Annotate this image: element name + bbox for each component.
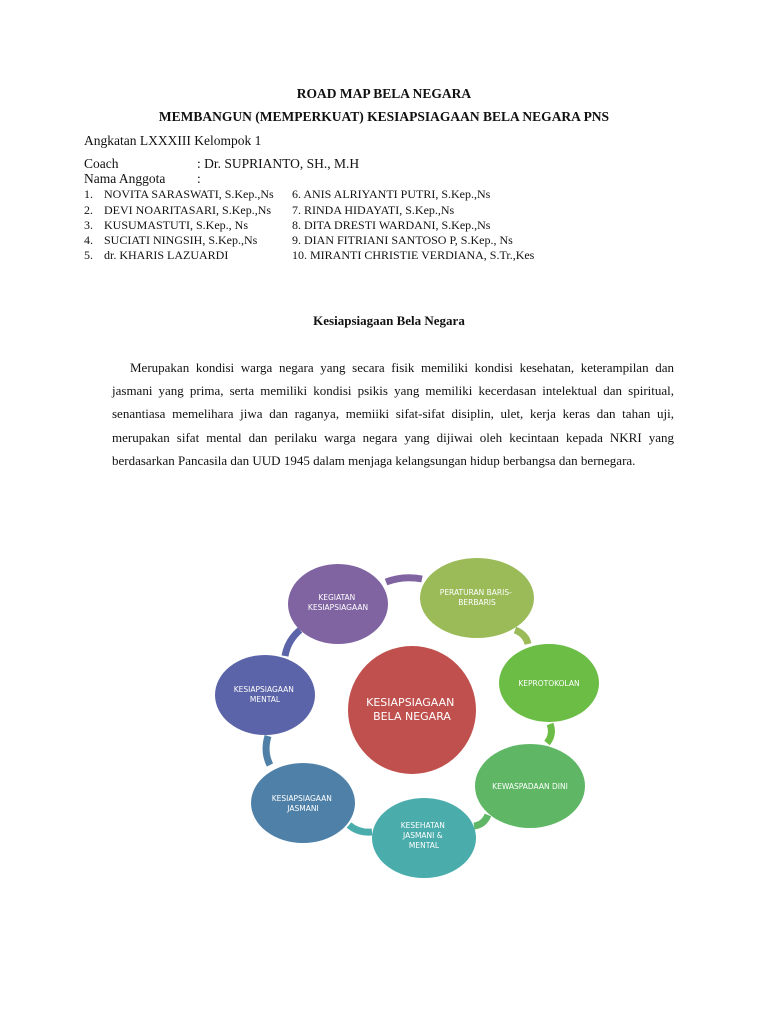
node-label-line: JASMANI &	[402, 831, 443, 840]
document-subtitle: MEMBANGUN (MEMPERKUAT) KESIAPSIAGAAN BELA NEGARA PNS	[158, 109, 610, 124]
node-label-line: KESEHATAN	[400, 821, 445, 830]
anggota-colon: :	[197, 171, 201, 186]
connector-arc	[474, 815, 488, 826]
node-kegiatan-kesiapsiagaan	[288, 564, 388, 644]
node-label	[518, 679, 579, 688]
member-number: 4.	[84, 233, 93, 247]
member-name: NOVITA SARASWATI, S.Kep.,Ns	[104, 187, 274, 201]
member-name: DEVI NOARITASARI, S.Kep.,Ns	[104, 203, 272, 217]
node-label-line: BERBARIS	[458, 598, 496, 607]
node-label-line: KESIAPSIAGAAN	[233, 685, 294, 694]
document-title: ROAD MAP BELA NEGARA	[296, 86, 472, 101]
center-label	[366, 696, 458, 723]
connector-arc	[349, 825, 372, 832]
node-label-line: KESIAPSIAGAAN	[307, 603, 369, 612]
node-kewaspadaan-dini	[475, 744, 585, 828]
member-entry: 10. MIRANTI CHRISTIE VERDIANA, S.Tr.,Kes	[292, 248, 535, 262]
member-name: SUCIATI NINGSIH, S.Kep.,Ns	[104, 233, 258, 247]
connector-arc	[285, 630, 300, 656]
center-node	[348, 646, 476, 774]
member-entry: 9. DIAN FITRIANI SANTOSO P, S.Kep., Ns	[292, 233, 513, 247]
center-label-line: KESIAPSIAGAAN	[366, 696, 455, 709]
node-label-line: KESIAPSIAGAAN	[271, 794, 332, 803]
member-number: 3.	[84, 218, 93, 232]
section-heading: Kesiapsiagaan Bela Negara	[313, 313, 465, 328]
connector-arc	[266, 736, 270, 765]
node-label-line: KEGIATAN	[318, 593, 356, 602]
member-entry: 8. DITA DRESTI WARDANI, S.Kep.,Ns	[292, 218, 491, 232]
node-label-line: PERATURAN BARIS-	[439, 588, 512, 597]
member-number: 2.	[84, 203, 93, 217]
body-paragraph: Merupakan kondisi warga negara yang secara fisik memiliki kondisi kesehatan, keterampilan dan jasmani yang prima, serta memiliki kondisi psikis yang memiliki kecerdasan intelektual dan spiritual, senantiasa memelihara jiwa dan raganya, memiiki sifat-sifat disiplin, ulet, kerja keras dan tahan uji, merupakan sifat mental dan perilaku warga negara yang dijiwai oleh kecintaan kepada NKRI yang berdasarkan Pancasila dan UUD 1945 dalam menjaga kelangsungan hidup berbangsa dan bernegara.	[112, 360, 674, 468]
node-peraturan-baris-berbaris	[420, 558, 534, 638]
anggota-label: Nama Anggota	[84, 171, 166, 186]
connector-arc	[386, 578, 422, 582]
member-entry: 6. ANIS ALRIYANTI PUTRI, S.Kep.,Ns	[292, 187, 491, 201]
node-keprotokolan	[499, 644, 599, 722]
member-number: 1.	[84, 187, 93, 201]
node-label-line: MENTAL	[249, 695, 281, 704]
angkatan-line: Angkatan LXXXIII Kelompok 1	[84, 133, 262, 148]
member-name: KUSUMASTUTI, S.Kep., Ns	[104, 218, 249, 232]
connector-arc	[515, 630, 528, 644]
member-number: 5.	[84, 248, 93, 262]
node-label-line: KEPROTOKOLAN	[518, 679, 580, 688]
node-label-line: MENTAL	[408, 841, 440, 850]
node-kesiapsiagaan-jasmani	[251, 763, 355, 843]
connector-arc	[547, 724, 551, 743]
node-kesehatan-jasmani-mental	[372, 798, 476, 878]
node-label-line: JASMANI	[287, 804, 319, 813]
member-name: dr. KHARIS LAZUARDI	[104, 248, 229, 262]
node-kesiapsiagaan-mental	[215, 655, 315, 735]
center-label-line: BELA NEGARA	[373, 710, 451, 723]
coach-value: : Dr. SUPRIANTO, SH., M.H	[197, 156, 360, 171]
member-entry: 7. RINDA HIDAYATI, S.Kep.,Ns	[292, 203, 455, 217]
node-circle	[251, 763, 355, 843]
node-label	[492, 782, 568, 791]
node-label-line: KEWASPADAAN DINI	[492, 782, 568, 791]
coach-label: Coach	[84, 156, 119, 171]
